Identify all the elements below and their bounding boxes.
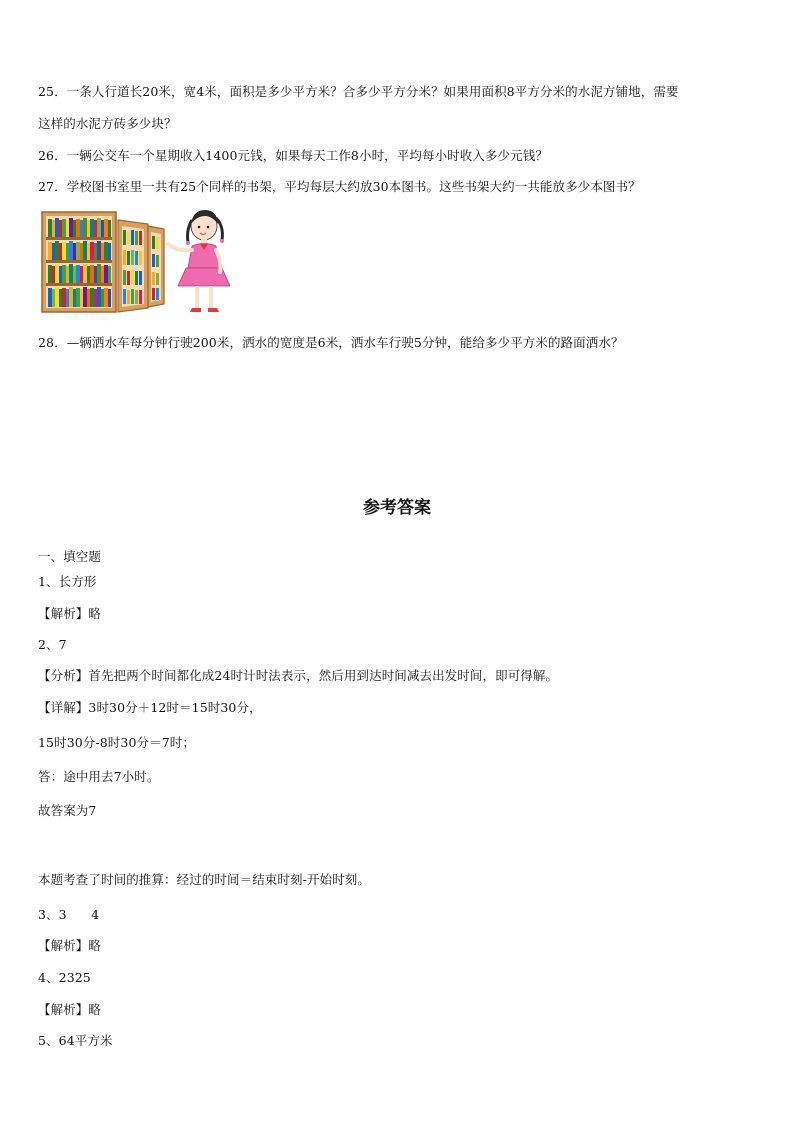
answer-4: 4、2325 (38, 970, 91, 985)
answer-3: 3、3 4 (38, 907, 100, 922)
answer-2-analysis: 【分析】首先把两个时间都化成24时计时法表示，然后用到达时间减去出发时间，即可得解。 (38, 668, 559, 683)
answer-5: 5、64平方米 (38, 1033, 113, 1048)
answer-1-note: 【解析】略 (38, 606, 102, 621)
bookshelf-girl-illustration (40, 208, 230, 320)
answer-2-summary: 本题考查了时间的推算：经过的时间＝结束时刻-开始时刻。 (38, 872, 370, 887)
answer-2: 2、7 (38, 637, 67, 652)
answer-2-detail-2: 15时30分-8时30分＝7时； (38, 735, 195, 750)
question-27: 27．学校图书室里一共有25个同样的书架，平均每层大约放30本图书。这些书架大约一共能放多少本图书？ (38, 179, 641, 194)
answer-4-note: 【解析】略 (38, 1002, 102, 1017)
answer-1: 1、长方形 (38, 574, 97, 589)
answer-2-detail-3: 答：途中用去7小时。 (38, 769, 160, 784)
answer-3-note: 【解析】略 (38, 938, 102, 953)
question-28: 28．—辆洒水车每分钟行驶200米，洒水的宽度是6米，洒水车行驶5分钟，能给多少平方米的路面洒水？ (38, 335, 624, 350)
section-heading: 一、填空题 (38, 549, 102, 564)
question-26: 26．一辆公交车一个星期收入1400元钱，如果每天工作8小时，平均每小时收入多少元钱？ (38, 148, 548, 163)
answers-title: 参考答案 (363, 498, 431, 518)
answer-2-detail-4: 故答案为7 (38, 803, 97, 818)
answer-2-detail-1: 【详解】3时30分＋12时＝15时30分， (38, 700, 262, 715)
question-25-line1: 25．一条人行道长20米，宽4米，面积是多少平方米？合多少平方分米？如果用面积8平方分米的水泥方铺地，需要 (38, 84, 679, 99)
question-25-line2: 这样的水泥方砖多少块？ (38, 116, 177, 131)
girl (168, 210, 230, 312)
